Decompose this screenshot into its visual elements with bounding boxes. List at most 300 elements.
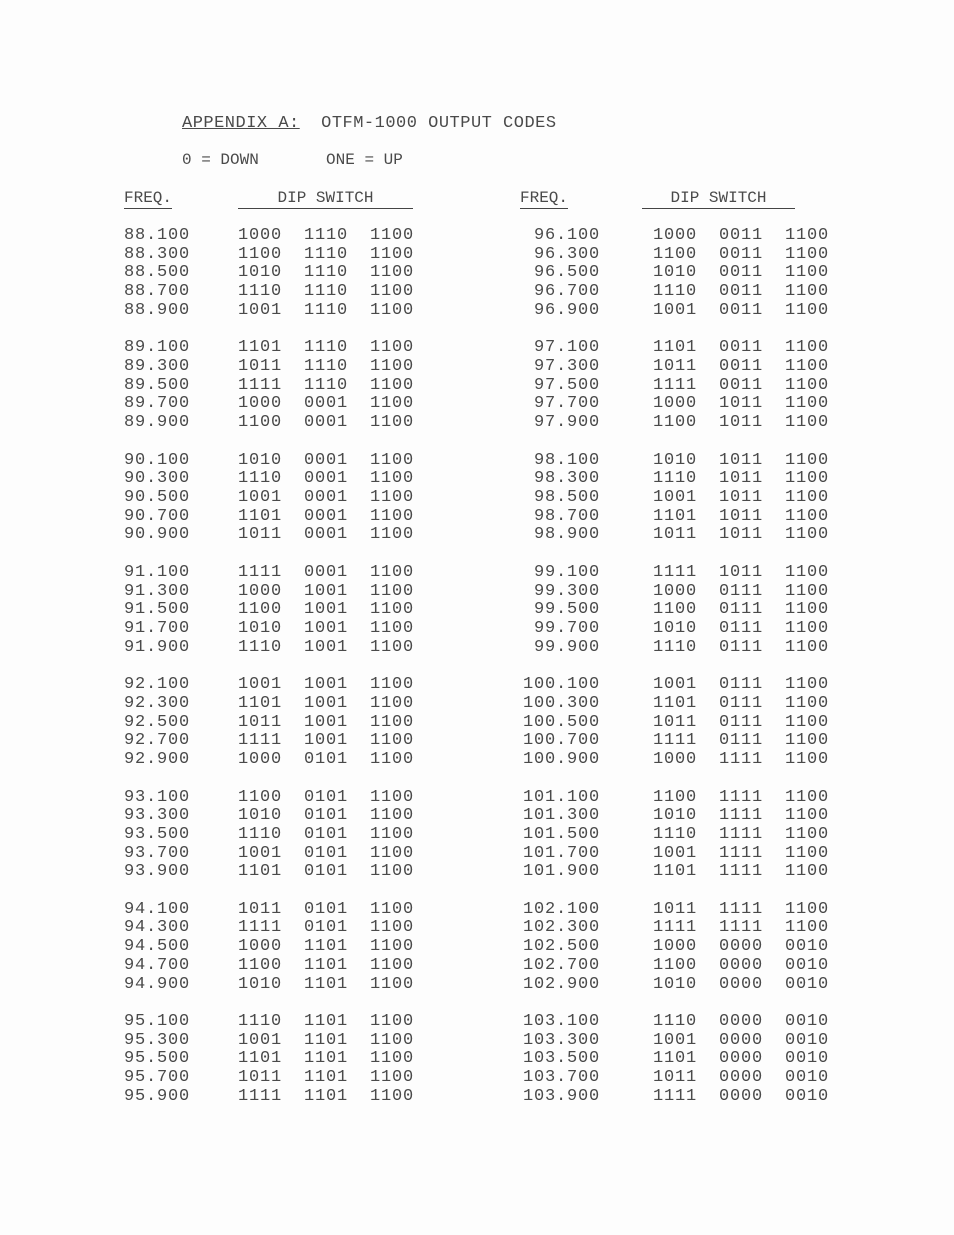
- freq-cell: 102.100: [522, 899, 600, 919]
- dip-switch-cell: 1100: [238, 955, 283, 975]
- dip-switch-cell: 1100: [238, 600, 283, 620]
- dip-switch-cell: 0000: [719, 1012, 764, 1032]
- dip-switch-cell: 1001: [653, 487, 698, 507]
- dip-switch-cell: 0001: [304, 413, 349, 433]
- dip-switch-cell: 1110: [304, 338, 349, 358]
- dip-switch-cell: 0001: [304, 562, 349, 582]
- dip-switch-cell: 0111: [719, 600, 764, 620]
- dip-switch-cell: 1100: [785, 394, 830, 414]
- freq-cell: 97.100: [533, 338, 600, 358]
- right-dip-header: DIP SWITCH: [642, 189, 795, 209]
- freq-cell: 99.100: [533, 562, 600, 582]
- freq-cell: 90.500: [124, 487, 191, 507]
- dip-switch-cell: 1100: [370, 356, 415, 376]
- freq-cell: 88.100: [124, 226, 191, 245]
- dip-switch-cell: 1100: [370, 899, 415, 919]
- freq-cell: 94.900: [124, 974, 191, 994]
- dip-switch-cell: 0001: [304, 394, 349, 414]
- dip-switch-cell: 1100: [785, 693, 830, 713]
- dip-switch-cell: 1011: [653, 356, 698, 376]
- dip-switch-cell: 1010: [653, 263, 698, 283]
- dip-switch-cell: 0001: [304, 487, 349, 507]
- dip-switch-cell: 1000: [653, 581, 698, 601]
- freq-cell: 93.100: [124, 787, 191, 807]
- freq-cell: 99.900: [533, 637, 600, 657]
- dip-switch-cell: 0111: [719, 731, 764, 751]
- dip-switch-cell: 1100: [370, 824, 415, 844]
- dip-switch-cell: 1011: [719, 469, 764, 489]
- right-freq-header: FREQ.: [520, 189, 569, 207]
- dip-switch-cell: 1100: [370, 974, 415, 994]
- dip-switch-cell: 1111: [653, 1086, 698, 1106]
- dip-switch-cell: 0010: [785, 974, 830, 994]
- dip-switch-cell: 0000: [719, 1049, 764, 1069]
- dip-switch-cell: 1101: [304, 1030, 349, 1050]
- dip-switch-cell: 0010: [785, 1030, 830, 1050]
- freq-cell: 98.700: [533, 506, 600, 526]
- dip-switch-cell: 1111: [653, 375, 698, 395]
- dip-switch-cell: 1100: [370, 1030, 415, 1050]
- freq-cell: 96.100: [533, 226, 600, 245]
- dip-switch-cell: 1011: [719, 487, 764, 507]
- dip-switch-cell: 1011: [719, 506, 764, 526]
- dip-switch-cell: 1001: [653, 675, 698, 695]
- dip-switch-cell: 1001: [653, 300, 698, 320]
- dip-switch-cell: 1100: [653, 413, 698, 433]
- dip-switch-cell: 1010: [238, 263, 283, 283]
- dip-switch-cell: 1001: [238, 487, 283, 507]
- dip-switch-cell: 1100: [785, 806, 830, 826]
- dip-switch-cell: 1010: [653, 450, 698, 470]
- dip-switch-cell: 1100: [370, 618, 415, 638]
- dip-switch-cell: 1100: [370, 525, 415, 545]
- dip-switch-cell: 1110: [238, 469, 283, 489]
- freq-cell: 91.700: [124, 618, 191, 638]
- freq-cell: 90.300: [124, 469, 191, 489]
- freq-cell: 88.900: [124, 300, 191, 320]
- dip-switch-cell: 0001: [304, 506, 349, 526]
- freq-cell: 88.700: [124, 282, 191, 302]
- freq-cell: 98.300: [533, 469, 600, 489]
- dip-switch-cell: 0010: [785, 1086, 830, 1106]
- dip-switch-cell: 1101: [238, 1049, 283, 1069]
- dip-switch-cell: 0000: [719, 974, 764, 994]
- dip-switch-cell: 1010: [653, 806, 698, 826]
- dip-switch-cell: 1001: [238, 1030, 283, 1050]
- freq-cell: 90.900: [124, 525, 191, 545]
- dip-switch-cell: 1011: [238, 525, 283, 545]
- dip-switch-cell: 1100: [785, 282, 830, 302]
- freq-cell: 91.300: [124, 581, 191, 601]
- dip-switch-cell: 1110: [653, 469, 698, 489]
- freq-cell: 96.500: [533, 263, 600, 283]
- freq-cell: 96.300: [533, 244, 600, 264]
- freq-cell: 100.100: [522, 675, 600, 695]
- dip-switch-cell: 1111: [238, 562, 283, 582]
- dip-switch-cell: 1100: [785, 637, 830, 657]
- dip-switch-cell: 0010: [785, 937, 830, 957]
- freq-cell: 101.300: [522, 806, 600, 826]
- dip-switch-cell: 1101: [304, 974, 349, 994]
- dip-switch-cell: 1111: [653, 918, 698, 938]
- dip-switch-cell: 1100: [370, 806, 415, 826]
- freq-cell: 101.100: [522, 787, 600, 807]
- freq-cell: 88.300: [124, 244, 191, 264]
- freq-cell: 94.300: [124, 918, 191, 938]
- dip-switch-cell: 1001: [238, 675, 283, 695]
- dip-switch-cell: 1100: [370, 843, 415, 863]
- dip-switch-cell: 1100: [370, 413, 415, 433]
- dip-switch-cell: 1111: [719, 843, 764, 863]
- dip-switch-cell: 1101: [304, 1068, 349, 1088]
- dip-switch-cell: 1101: [238, 506, 283, 526]
- freq-cell: 100.300: [522, 693, 600, 713]
- dip-switch-cell: 1000: [653, 937, 698, 957]
- dip-switch-cell: 1100: [370, 394, 415, 414]
- freq-cell: 102.700: [522, 955, 600, 975]
- page-title: [182, 114, 557, 133]
- dip-switch-cell: 1011: [653, 1068, 698, 1088]
- dip-switch-cell: 1100: [370, 600, 415, 620]
- dip-switch-cell: 1011: [719, 450, 764, 470]
- dip-switch-cell: 1000: [653, 749, 698, 769]
- freq-cell: 98.500: [533, 487, 600, 507]
- legend: [182, 151, 403, 169]
- freq-cell: 101.900: [522, 862, 600, 882]
- freq-cell: 92.500: [124, 712, 191, 732]
- freq-cell: 101.500: [522, 824, 600, 844]
- dip-switch-cell: 1000: [238, 394, 283, 414]
- freq-cell: 93.500: [124, 824, 191, 844]
- freq-cell: 100.700: [522, 731, 600, 751]
- left-freq-header: FREQ.: [124, 189, 173, 207]
- dip-switch-cell: 1100: [370, 506, 415, 526]
- freq-cell: 103.900: [522, 1086, 600, 1106]
- freq-cell: 103.300: [522, 1030, 600, 1050]
- dip-switch-cell: 1100: [785, 450, 830, 470]
- dip-switch-cell: 1011: [719, 394, 764, 414]
- dip-switch-cell: 1001: [304, 693, 349, 713]
- dip-switch-cell: 1001: [304, 712, 349, 732]
- freq-cell: 91.100: [124, 562, 191, 582]
- freq-cell: 92.700: [124, 731, 191, 751]
- freq-cell: 92.900: [124, 749, 191, 769]
- dip-switch-cell: 1001: [653, 1030, 698, 1050]
- freq-cell: 93.700: [124, 843, 191, 863]
- dip-switch-cell: 1010: [653, 974, 698, 994]
- dip-switch-cell: 1101: [238, 862, 283, 882]
- freq-cell: 95.500: [124, 1049, 191, 1069]
- dip-switch-cell: 0010: [785, 1068, 830, 1088]
- dip-switch-cell: 1110: [653, 1012, 698, 1032]
- dip-switch-cell: 1110: [304, 226, 349, 245]
- dip-switch-cell: 1110: [238, 637, 283, 657]
- dip-switch-cell: 0101: [304, 918, 349, 938]
- dip-switch-cell: 1011: [653, 712, 698, 732]
- freq-cell: 97.700: [533, 394, 600, 414]
- freq-cell: 89.300: [124, 356, 191, 376]
- dip-switch-cell: 1100: [785, 413, 830, 433]
- dip-switch-cell: 1100: [653, 955, 698, 975]
- dip-switch-cell: 0011: [719, 226, 764, 245]
- dip-switch-cell: 1100: [785, 712, 830, 732]
- dip-switch-cell: 1100: [370, 487, 415, 507]
- dip-switch-cell: 1001: [304, 637, 349, 657]
- dip-switch-cell: 1100: [785, 244, 830, 264]
- dip-switch-cell: 1111: [719, 787, 764, 807]
- dip-switch-cell: 1100: [785, 562, 830, 582]
- freq-cell: 95.700: [124, 1068, 191, 1088]
- dip-switch-cell: 1000: [238, 581, 283, 601]
- dip-switch-cell: 1100: [370, 1068, 415, 1088]
- dip-switch-cell: 0111: [719, 637, 764, 657]
- freq-cell: 102.900: [522, 974, 600, 994]
- dip-switch-cell: 1100: [785, 581, 830, 601]
- dip-switch-cell: 1100: [370, 955, 415, 975]
- dip-switch-cell: 1101: [304, 1086, 349, 1106]
- dip-switch-cell: 1110: [304, 375, 349, 395]
- dip-switch-cell: 0111: [719, 581, 764, 601]
- dip-switch-cell: 1100: [370, 637, 415, 657]
- dip-switch-cell: 0111: [719, 618, 764, 638]
- dip-switch-cell: 1100: [370, 450, 415, 470]
- dip-switch-cell: 1111: [238, 375, 283, 395]
- dip-switch-cell: 1010: [238, 974, 283, 994]
- dip-switch-cell: 1100: [238, 413, 283, 433]
- dip-switch-cell: 1100: [370, 300, 415, 320]
- dip-switch-cell: 1101: [653, 862, 698, 882]
- dip-switch-cell: 1100: [785, 525, 830, 545]
- dip-switch-cell: 1001: [238, 300, 283, 320]
- dip-switch-cell: 1100: [785, 375, 830, 395]
- freq-cell: 88.500: [124, 263, 191, 283]
- freq-cell: 93.300: [124, 806, 191, 826]
- dip-switch-cell: 1100: [653, 244, 698, 264]
- freq-cell: 100.500: [522, 712, 600, 732]
- freq-cell: 92.300: [124, 693, 191, 713]
- dip-switch-cell: 1011: [238, 1068, 283, 1088]
- dip-switch-cell: 1100: [370, 918, 415, 938]
- dip-switch-cell: 1100: [370, 675, 415, 695]
- dip-switch-cell: 1100: [785, 899, 830, 919]
- dip-switch-cell: 1100: [785, 469, 830, 489]
- dip-switch-cell: 1111: [653, 562, 698, 582]
- dip-switch-cell: 1010: [238, 618, 283, 638]
- dip-switch-cell: 0000: [719, 1068, 764, 1088]
- dip-switch-cell: 1111: [653, 731, 698, 751]
- dip-switch-cell: 0001: [304, 525, 349, 545]
- dip-switch-cell: 1001: [304, 731, 349, 751]
- dip-switch-cell: 1100: [370, 263, 415, 283]
- dip-switch-cell: 1100: [370, 581, 415, 601]
- dip-switch-cell: 1100: [370, 1086, 415, 1106]
- dip-switch-cell: 0011: [719, 375, 764, 395]
- freq-cell: 90.100: [124, 450, 191, 470]
- dip-switch-cell: 1010: [653, 618, 698, 638]
- freq-cell: 93.900: [124, 862, 191, 882]
- dip-switch-cell: 1100: [370, 693, 415, 713]
- dip-switch-cell: 1100: [238, 244, 283, 264]
- dip-switch-cell: 1000: [238, 226, 283, 245]
- dip-switch-cell: 0001: [304, 469, 349, 489]
- freq-cell: 103.500: [522, 1049, 600, 1069]
- freq-cell: 91.900: [124, 637, 191, 657]
- freq-cell: 103.700: [522, 1068, 600, 1088]
- dip-switch-cell: 1100: [370, 1012, 415, 1032]
- dip-switch-cell: 0011: [719, 338, 764, 358]
- dip-switch-cell: 0101: [304, 806, 349, 826]
- freq-cell: 97.900: [533, 413, 600, 433]
- dip-switch-cell: 1100: [785, 862, 830, 882]
- dip-switch-cell: 0111: [719, 675, 764, 695]
- dip-switch-cell: 1010: [238, 450, 283, 470]
- freq-cell: 101.700: [522, 843, 600, 863]
- dip-switch-cell: 1100: [785, 749, 830, 769]
- dip-switch-cell: 0011: [719, 356, 764, 376]
- dip-switch-cell: 0101: [304, 787, 349, 807]
- freq-cell: 98.100: [533, 450, 600, 470]
- dip-switch-cell: 0101: [304, 843, 349, 863]
- dip-switch-cell: 0000: [719, 1086, 764, 1106]
- freq-cell: 92.100: [124, 675, 191, 695]
- freq-cell: 97.500: [533, 375, 600, 395]
- freq-cell: 89.700: [124, 394, 191, 414]
- dip-switch-cell: 0010: [785, 955, 830, 975]
- dip-switch-cell: 1011: [719, 413, 764, 433]
- freq-cell: 89.500: [124, 375, 191, 395]
- dip-switch-cell: 1000: [238, 749, 283, 769]
- dip-switch-cell: 0101: [304, 824, 349, 844]
- dip-switch-cell: 0101: [304, 749, 349, 769]
- dip-switch-cell: 1000: [653, 394, 698, 414]
- dip-switch-cell: 1101: [304, 937, 349, 957]
- dip-switch-cell: 1100: [653, 787, 698, 807]
- dip-switch-cell: 1100: [785, 300, 830, 320]
- dip-switch-cell: 1100: [785, 618, 830, 638]
- dip-switch-cell: 0011: [719, 263, 764, 283]
- freq-cell: 102.300: [522, 918, 600, 938]
- freq-cell: 98.900: [533, 525, 600, 545]
- freq-cell: 99.700: [533, 618, 600, 638]
- dip-switch-cell: 0011: [719, 300, 764, 320]
- dip-switch-cell: 1111: [238, 731, 283, 751]
- dip-switch-cell: 1001: [238, 843, 283, 863]
- freq-cell: 89.100: [124, 338, 191, 358]
- dip-switch-cell: 0001: [304, 450, 349, 470]
- freq-cell: 103.100: [522, 1012, 600, 1032]
- dip-switch-cell: 1100: [370, 244, 415, 264]
- freq-cell: 96.900: [533, 300, 600, 320]
- dip-switch-cell: 1101: [304, 1012, 349, 1032]
- dip-switch-cell: 1110: [653, 282, 698, 302]
- dip-switch-cell: 1100: [785, 675, 830, 695]
- dip-switch-cell: 1111: [719, 899, 764, 919]
- title-prefix: APPENDIX A:: [182, 114, 300, 133]
- dip-switch-cell: 1111: [719, 862, 764, 882]
- dip-switch-cell: 1001: [304, 581, 349, 601]
- dip-switch-cell: 0000: [719, 937, 764, 957]
- freq-cell: 90.700: [124, 506, 191, 526]
- dip-switch-cell: 1100: [370, 937, 415, 957]
- freq-cell: 94.100: [124, 899, 191, 919]
- freq-cell: 100.900: [522, 749, 600, 769]
- dip-switch-cell: 1011: [653, 525, 698, 545]
- dip-switch-cell: 1100: [370, 749, 415, 769]
- dip-switch-cell: 1110: [304, 244, 349, 264]
- dip-switch-cell: 1110: [304, 263, 349, 283]
- dip-switch-cell: 1101: [653, 338, 698, 358]
- dip-switch-cell: 0111: [719, 712, 764, 732]
- dip-switch-cell: 1100: [785, 600, 830, 620]
- dip-switch-cell: 1001: [304, 675, 349, 695]
- freq-cell: 91.500: [124, 600, 191, 620]
- dip-switch-cell: 0101: [304, 899, 349, 919]
- freq-cell: 96.700: [533, 282, 600, 302]
- dip-switch-cell: 1100: [370, 282, 415, 302]
- dip-switch-cell: 1100: [370, 562, 415, 582]
- dip-switch-cell: 1011: [238, 356, 283, 376]
- dip-switch-cell: 1011: [653, 899, 698, 919]
- dip-switch-cell: 1011: [238, 899, 283, 919]
- legend-up: ONE = UP: [326, 151, 403, 169]
- dip-switch-cell: 1100: [653, 600, 698, 620]
- dip-switch-cell: 1110: [304, 300, 349, 320]
- dip-switch-cell: 1100: [238, 787, 283, 807]
- dip-switch-cell: 1101: [304, 1049, 349, 1069]
- dip-switch-cell: 1110: [238, 824, 283, 844]
- dip-switch-cell: 1111: [719, 806, 764, 826]
- dip-switch-cell: 1100: [370, 469, 415, 489]
- dip-switch-cell: 0011: [719, 244, 764, 264]
- dip-switch-cell: 0111: [719, 693, 764, 713]
- freq-cell: 95.300: [124, 1030, 191, 1050]
- dip-switch-cell: 1110: [653, 824, 698, 844]
- dip-switch-cell: 1100: [370, 712, 415, 732]
- freq-cell: 89.900: [124, 413, 191, 433]
- title-text: OTFM-1000 OUTPUT CODES: [321, 114, 557, 133]
- dip-switch-cell: 1101: [238, 693, 283, 713]
- dip-switch-cell: 1111: [238, 918, 283, 938]
- dip-switch-cell: 1100: [785, 787, 830, 807]
- dip-switch-cell: 0010: [785, 1012, 830, 1032]
- freq-cell: 99.300: [533, 581, 600, 601]
- dip-switch-cell: 1100: [370, 862, 415, 882]
- dip-switch-cell: 1100: [370, 731, 415, 751]
- dip-switch-cell: 1100: [370, 226, 415, 245]
- dip-switch-cell: 1111: [719, 749, 764, 769]
- dip-switch-cell: 0000: [719, 955, 764, 975]
- dip-switch-cell: 1100: [785, 824, 830, 844]
- freq-cell: 97.300: [533, 356, 600, 376]
- dip-switch-cell: 1100: [370, 787, 415, 807]
- dip-switch-cell: 1010: [238, 806, 283, 826]
- dip-switch-cell: 1001: [304, 600, 349, 620]
- dip-switch-cell: 1100: [785, 918, 830, 938]
- dip-switch-cell: 1100: [785, 731, 830, 751]
- dip-switch-cell: 1111: [719, 824, 764, 844]
- dip-switch-cell: 1101: [238, 338, 283, 358]
- dip-switch-cell: 1110: [653, 637, 698, 657]
- dip-switch-cell: 1011: [719, 525, 764, 545]
- dip-switch-cell: 1001: [653, 843, 698, 863]
- dip-switch-cell: 1100: [785, 226, 830, 245]
- dip-switch-cell: 1000: [653, 226, 698, 245]
- dip-switch-cell: 1111: [238, 1086, 283, 1106]
- dip-switch-cell: 0011: [719, 282, 764, 302]
- dip-switch-cell: 1100: [785, 506, 830, 526]
- dip-switch-cell: 1111: [719, 918, 764, 938]
- dip-switch-cell: 1101: [653, 693, 698, 713]
